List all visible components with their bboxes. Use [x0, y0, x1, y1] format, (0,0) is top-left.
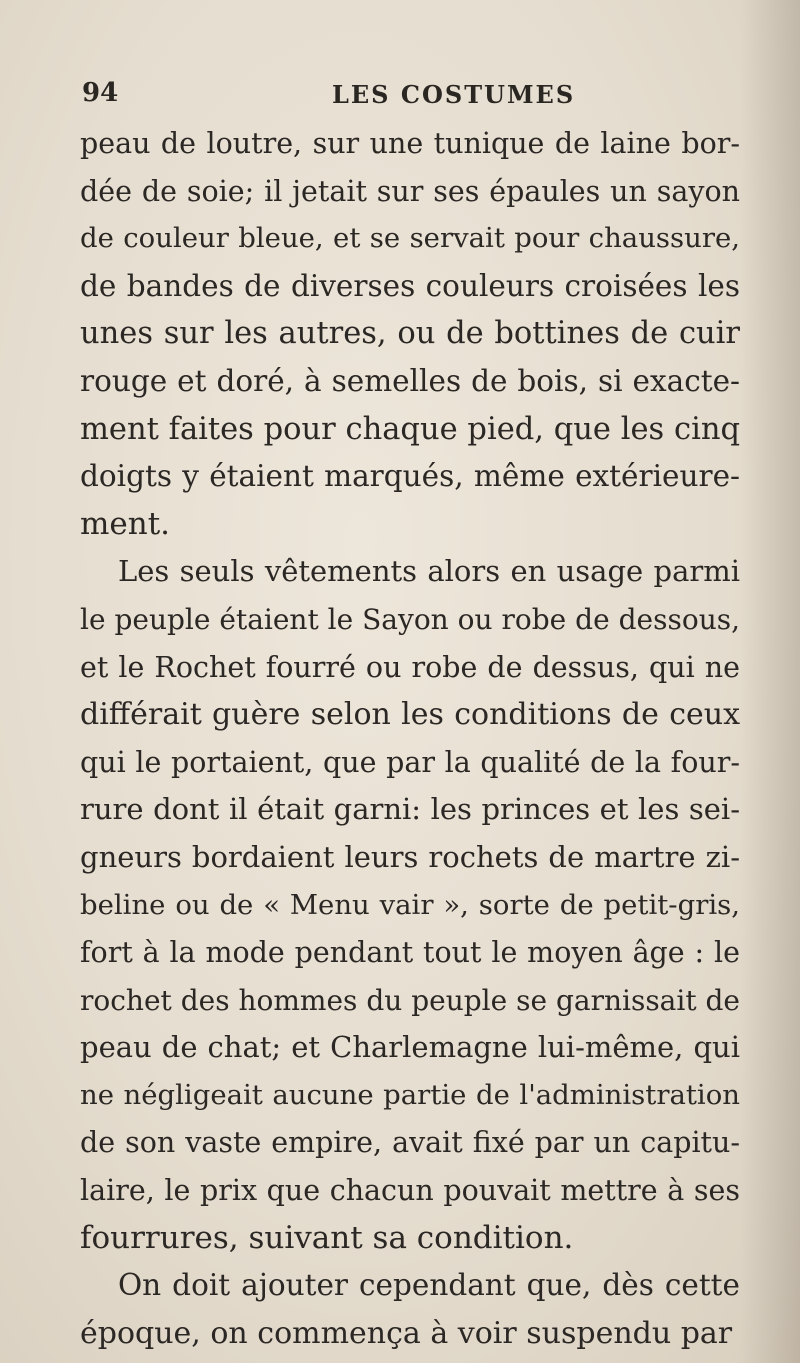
text-line: qui le portaient, que par la qualité de la four-: [80, 745, 740, 779]
running-head: LES COSTUMES: [332, 80, 576, 109]
body-text: [80, 120, 740, 1357]
text-line: laire, le prix que chacun pouvait mettre à ses: [80, 1174, 740, 1208]
text-line: beline ou de « Menu vair », sorte de petit-gris,: [80, 888, 740, 921]
page-header: [82, 78, 722, 118]
text-line: unes sur les autres, ou de bottines de cuir: [80, 316, 740, 352]
text-line: de couleur bleue, et se servait pour chaussure,: [80, 222, 740, 255]
text-line: ment faites pour chaque pied, que les cinq: [80, 411, 740, 447]
paragraph-start-line: On doit ajouter cependant que, dès cette: [118, 1268, 740, 1303]
text-line: dée de soie; il jetait sur ses épaules un sayon: [80, 174, 740, 208]
text-line: peau de chat; et Charlemagne lui-même, qui: [80, 1030, 740, 1065]
text-line: de son vaste empire, avait fixé par un capitu-: [80, 1126, 740, 1160]
paragraph-start-line: Les seuls vêtements alors en usage parmi: [118, 554, 740, 589]
text-line: peau de loutre, sur une tunique de laine bor-: [80, 127, 740, 160]
text-line: fourrures, suivant sa condition.: [80, 1219, 574, 1256]
text-line: rouge et doré, à semelles de bois, si exacte-: [80, 363, 740, 398]
text-line: et le Rochet fourré ou robe de dessus, qui ne: [80, 650, 740, 684]
page-edge-shadow: [740, 0, 800, 1363]
text-line: de bandes de diverses couleurs croisées les: [80, 268, 740, 303]
text-line: doigts y étaient marqués, même extérieure-: [80, 459, 740, 494]
text-line: époque, on commença à voir suspendu par: [80, 1315, 733, 1351]
text-line: fort à la mode pendant tout le moyen âge : le: [80, 936, 740, 970]
page-number: 94: [82, 78, 119, 108]
text-line: rochet des hommes du peuple se garnissait de: [80, 983, 740, 1017]
text-line: différait guère selon les conditions de ceux: [80, 697, 740, 733]
text-line: ne négligeait aucune partie de l'administration: [80, 1078, 740, 1111]
text-line: le peuple étaient le Sayon ou robe de dessous,: [80, 602, 740, 636]
text-line: rure dont il était garni: les princes et les sei-: [80, 792, 740, 827]
text-line: ment.: [80, 505, 171, 542]
text-line: gneurs bordaient leurs rochets de martre zi-: [80, 839, 740, 874]
